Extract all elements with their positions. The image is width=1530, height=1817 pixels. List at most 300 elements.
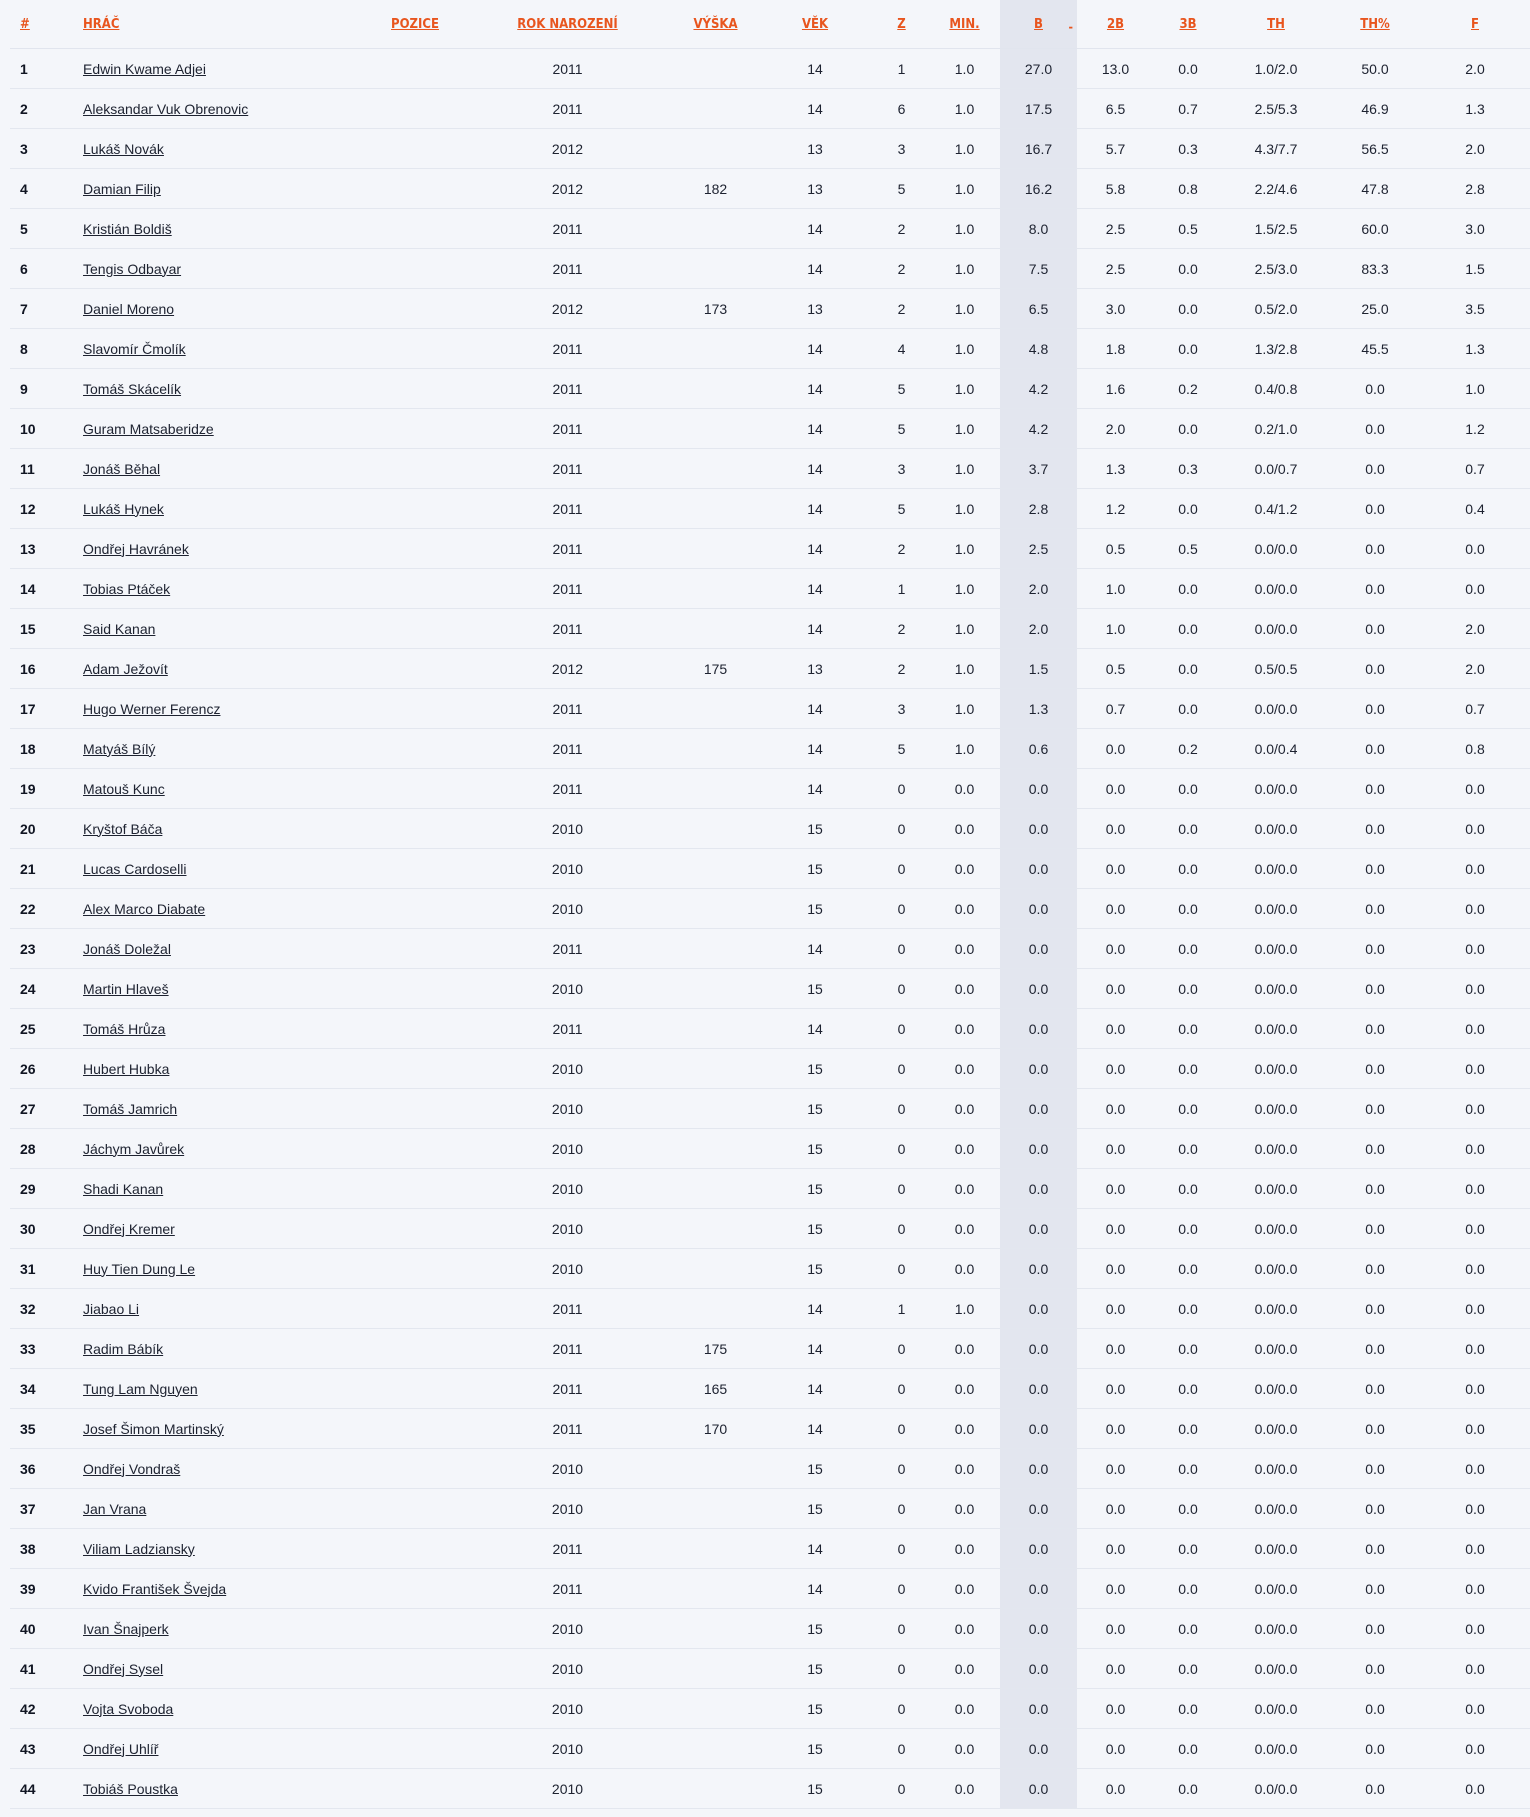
points-cell: 2.0 — [1000, 569, 1077, 609]
two-pointers-cell: 0.0 — [1077, 1649, 1154, 1689]
two-pointers-cell: 0.0 — [1077, 1489, 1154, 1529]
player-name-link[interactable]: Viliam Ladziansky — [83, 1540, 195, 1557]
three-pointers-cell: 0.0 — [1154, 1049, 1222, 1089]
player-name-link[interactable]: Jan Vrana — [83, 1500, 147, 1517]
header-free-throws[interactable]: TH — [1222, 0, 1330, 49]
player-name-cell — [83, 1289, 370, 1329]
header-ft-percentage[interactable]: TH% — [1330, 0, 1420, 49]
position-cell — [370, 1009, 460, 1049]
minutes-cell: 1.0 — [929, 569, 1000, 609]
birth-year-cell: 2010 — [460, 1649, 675, 1689]
header-games[interactable]: Z — [874, 0, 929, 49]
minutes-cell: 1.0 — [929, 49, 1000, 89]
two-pointers-cell: 0.0 — [1077, 809, 1154, 849]
points-cell: 0.0 — [1000, 1129, 1077, 1169]
points-cell: 2.0 — [1000, 609, 1077, 649]
three-pointers-cell: 0.0 — [1154, 929, 1222, 969]
two-pointers-cell: 0.0 — [1077, 1769, 1154, 1809]
points-cell: 0.0 — [1000, 1489, 1077, 1529]
player-name-link[interactable]: Ondřej Kremer — [83, 1220, 175, 1237]
points-cell: 0.0 — [1000, 1649, 1077, 1689]
player-name-link[interactable]: Kristián Boldiš — [83, 220, 172, 237]
three-pointers-cell: 0.2 — [1154, 729, 1222, 769]
minutes-cell: 1.0 — [929, 369, 1000, 409]
games-cell: 4 — [874, 329, 929, 369]
position-cell — [370, 649, 460, 689]
minutes-cell: 1.0 — [929, 329, 1000, 369]
games-cell: 5 — [874, 489, 929, 529]
birth-year-cell: 2010 — [460, 1769, 675, 1809]
ft-percentage-cell: 46.9 — [1330, 89, 1420, 129]
minutes-cell: 0.0 — [929, 1249, 1000, 1289]
age-cell: 15 — [756, 1449, 874, 1489]
ft-percentage-cell: 0.0 — [1330, 849, 1420, 889]
table-row — [10, 609, 1530, 649]
ft-percentage-cell: 0.0 — [1330, 369, 1420, 409]
ft-percentage-cell: 0.0 — [1330, 1609, 1420, 1649]
points-cell: 2.8 — [1000, 489, 1077, 529]
age-cell: 14 — [756, 329, 874, 369]
two-pointers-cell: 1.3 — [1077, 449, 1154, 489]
ft-percentage-cell: 0.0 — [1330, 929, 1420, 969]
points-cell: 4.2 — [1000, 409, 1077, 449]
three-pointers-cell: 0.0 — [1154, 969, 1222, 1009]
free-throws-cell: 0.2/1.0 — [1222, 409, 1330, 449]
player-name-link[interactable]: Hugo Werner Ferencz — [83, 700, 221, 717]
fouls-cell: 0.0 — [1420, 1649, 1530, 1689]
player-name-link[interactable]: Tobias Ptáček — [83, 580, 171, 597]
age-cell: 14 — [756, 209, 874, 249]
player-name-link[interactable]: Hubert Hubka — [83, 1060, 170, 1077]
ft-percentage-cell: 0.0 — [1330, 409, 1420, 449]
row-number: 39 — [10, 1569, 83, 1609]
birth-year-cell: 2011 — [460, 449, 675, 489]
header-height[interactable]: VÝŠKA — [675, 0, 756, 49]
two-pointers-cell: 0.0 — [1077, 969, 1154, 1009]
position-cell — [370, 1689, 460, 1729]
player-name-cell — [83, 1689, 370, 1729]
three-pointers-cell: 0.0 — [1154, 1689, 1222, 1729]
position-cell — [370, 1089, 460, 1129]
header-three-pointers[interactable]: 3B — [1154, 0, 1222, 49]
age-cell: 14 — [756, 689, 874, 729]
player-name-link[interactable]: Vojta Svoboda — [83, 1700, 174, 1717]
points-cell: 16.7 — [1000, 129, 1077, 169]
position-cell — [370, 529, 460, 569]
birth-year-cell: 2010 — [460, 969, 675, 1009]
points-cell: 1.5 — [1000, 649, 1077, 689]
ft-percentage-cell: 56.5 — [1330, 129, 1420, 169]
age-cell: 14 — [756, 249, 874, 289]
games-cell: 0 — [874, 1409, 929, 1449]
height-cell — [675, 1609, 756, 1649]
age-cell: 13 — [756, 129, 874, 169]
fouls-cell: 0.0 — [1420, 1249, 1530, 1289]
points-cell: 0.0 — [1000, 1689, 1077, 1729]
minutes-cell: 0.0 — [929, 1369, 1000, 1409]
height-cell — [675, 1009, 756, 1049]
ft-percentage-cell: 0.0 — [1330, 729, 1420, 769]
three-pointers-cell: 0.0 — [1154, 849, 1222, 889]
free-throws-cell: 0.4/0.8 — [1222, 369, 1330, 409]
birth-year-cell: 2011 — [460, 1569, 675, 1609]
player-name-link[interactable]: Alex Marco Diabate — [83, 900, 206, 917]
age-cell: 15 — [756, 1209, 874, 1249]
position-cell — [370, 569, 460, 609]
header-fouls[interactable]: F — [1420, 0, 1530, 49]
free-throws-cell: 0.0/0.0 — [1222, 689, 1330, 729]
player-name-cell — [83, 1369, 370, 1409]
two-pointers-cell: 0.0 — [1077, 1209, 1154, 1249]
birth-year-cell: 2011 — [460, 89, 675, 129]
ft-percentage-cell: 0.0 — [1330, 1169, 1420, 1209]
row-number: 7 — [10, 289, 83, 329]
games-cell: 2 — [874, 609, 929, 649]
ft-percentage-cell: 0.0 — [1330, 1089, 1420, 1129]
player-name-link[interactable]: Matyáš Bílý — [83, 740, 156, 757]
player-name-link[interactable]: Ondřej Vondraš — [83, 1460, 181, 1477]
fouls-cell: 1.5 — [1420, 249, 1530, 289]
player-name-link[interactable]: Tomáš Jamrich — [83, 1100, 178, 1117]
three-pointers-cell: 0.5 — [1154, 529, 1222, 569]
free-throws-cell: 0.0/0.0 — [1222, 809, 1330, 849]
player-name-cell — [83, 489, 370, 529]
age-cell: 14 — [756, 1569, 874, 1609]
header-minutes[interactable]: MIN. — [929, 0, 1000, 49]
height-cell — [675, 1529, 756, 1569]
row-number: 6 — [10, 249, 83, 289]
fouls-cell: 0.0 — [1420, 1609, 1530, 1649]
games-cell: 1 — [874, 1289, 929, 1329]
two-pointers-cell: 0.0 — [1077, 1169, 1154, 1209]
age-cell: 15 — [756, 1089, 874, 1129]
fouls-cell: 0.7 — [1420, 449, 1530, 489]
table-row — [10, 889, 1530, 929]
player-name-link[interactable]: Shadi Kanan — [83, 1180, 164, 1197]
ft-percentage-cell: 60.0 — [1330, 209, 1420, 249]
birth-year-cell: 2010 — [460, 1209, 675, 1249]
height-cell — [675, 1209, 756, 1249]
minutes-cell: 0.0 — [929, 1689, 1000, 1729]
table-row — [10, 1289, 1530, 1329]
games-cell: 0 — [874, 1449, 929, 1489]
header-row — [10, 0, 1530, 49]
minutes-cell: 1.0 — [929, 249, 1000, 289]
birth-year-cell: 2011 — [460, 1289, 675, 1329]
player-name-link[interactable]: Kvido František Švejda — [83, 1580, 227, 1597]
player-name-link[interactable]: Guram Matsaberidze — [83, 420, 214, 437]
three-pointers-cell: 0.0 — [1154, 1409, 1222, 1449]
player-name-link[interactable]: Ondřej Havránek — [83, 540, 189, 557]
ft-percentage-cell: 45.5 — [1330, 329, 1420, 369]
games-cell: 0 — [874, 1609, 929, 1649]
height-cell — [675, 449, 756, 489]
free-throws-cell: 1.0/2.0 — [1222, 49, 1330, 89]
free-throws-cell: 0.0/0.0 — [1222, 1329, 1330, 1369]
birth-year-cell: 2011 — [460, 1529, 675, 1569]
player-name-cell — [83, 209, 370, 249]
points-cell: 0.0 — [1000, 1369, 1077, 1409]
row-number: 22 — [10, 889, 83, 929]
age-cell: 14 — [756, 929, 874, 969]
height-cell: 175 — [675, 1329, 756, 1369]
fouls-cell: 0.0 — [1420, 849, 1530, 889]
three-pointers-cell: 0.0 — [1154, 1329, 1222, 1369]
row-number: 3 — [10, 129, 83, 169]
row-number: 11 — [10, 449, 83, 489]
player-name-link[interactable]: Tomáš Skácelík — [83, 380, 182, 397]
birth-year-cell: 2011 — [460, 609, 675, 649]
points-cell: 0.0 — [1000, 769, 1077, 809]
table-row — [10, 569, 1530, 609]
ft-percentage-cell: 0.0 — [1330, 689, 1420, 729]
ft-percentage-cell: 0.0 — [1330, 1769, 1420, 1809]
table-header — [10, 0, 1530, 49]
two-pointers-cell: 2.5 — [1077, 249, 1154, 289]
two-pointers-cell: 5.8 — [1077, 169, 1154, 209]
ft-percentage-cell: 0.0 — [1330, 1649, 1420, 1689]
age-cell: 15 — [756, 1609, 874, 1649]
table-row — [10, 169, 1530, 209]
age-cell: 14 — [756, 769, 874, 809]
ft-percentage-cell: 0.0 — [1330, 569, 1420, 609]
games-cell: 2 — [874, 649, 929, 689]
header-position[interactable]: POZICE — [370, 0, 460, 49]
games-cell: 5 — [874, 409, 929, 449]
player-name-link[interactable]: Tung Lam Nguyen — [83, 1380, 198, 1397]
player-name-cell — [83, 929, 370, 969]
height-cell — [675, 1689, 756, 1729]
header-birth-year[interactable]: ROK NAROZENÍ — [460, 0, 675, 49]
games-cell: 0 — [874, 849, 929, 889]
header-age[interactable]: VĚK — [756, 0, 874, 49]
points-cell: 0.0 — [1000, 1089, 1077, 1129]
games-cell: 0 — [874, 1049, 929, 1089]
ft-percentage-cell: 0.0 — [1330, 1289, 1420, 1329]
position-cell — [370, 1409, 460, 1449]
player-name-link[interactable]: Lucas Cardoselli — [83, 860, 187, 877]
points-cell: 3.7 — [1000, 449, 1077, 489]
birth-year-cell: 2010 — [460, 849, 675, 889]
points-cell: 0.0 — [1000, 889, 1077, 929]
free-throws-cell: 0.4/1.2 — [1222, 489, 1330, 529]
fouls-cell: 0.0 — [1420, 1489, 1530, 1529]
games-cell: 0 — [874, 1089, 929, 1129]
points-cell: 0.0 — [1000, 1169, 1077, 1209]
table-row — [10, 809, 1530, 849]
height-cell: 182 — [675, 169, 756, 209]
free-throws-cell: 0.0/0.0 — [1222, 1209, 1330, 1249]
fouls-cell: 1.3 — [1420, 329, 1530, 369]
position-cell — [370, 1129, 460, 1169]
points-cell: 7.5 — [1000, 249, 1077, 289]
ft-percentage-cell: 0.0 — [1330, 1409, 1420, 1449]
header-player[interactable]: HRÁČ — [83, 0, 370, 49]
free-throws-cell: 0.0/0.0 — [1222, 1369, 1330, 1409]
games-cell: 0 — [874, 929, 929, 969]
position-cell — [370, 809, 460, 849]
player-name-cell — [83, 729, 370, 769]
player-name-link[interactable]: Daniel Moreno — [83, 300, 175, 317]
free-throws-cell: 0.5/0.5 — [1222, 649, 1330, 689]
fouls-cell: 0.0 — [1420, 1409, 1530, 1449]
player-name-link[interactable]: Slavomír Čmolík — [83, 340, 186, 357]
games-cell: 0 — [874, 809, 929, 849]
position-cell — [370, 289, 460, 329]
height-cell — [675, 489, 756, 529]
table-row — [10, 729, 1530, 769]
header-points[interactable] — [1000, 0, 1077, 49]
player-name-link[interactable]: Radim Bábík — [83, 1340, 164, 1357]
player-name-link[interactable]: Josef Šimon Martinský — [83, 1420, 224, 1437]
position-cell — [370, 1249, 460, 1289]
games-cell: 5 — [874, 169, 929, 209]
position-cell — [370, 609, 460, 649]
minutes-cell: 1.0 — [929, 489, 1000, 529]
header-num[interactable]: # — [10, 0, 83, 49]
player-name-link[interactable]: Jonáš Doležal — [83, 940, 171, 957]
player-name-cell — [83, 889, 370, 929]
three-pointers-cell: 0.0 — [1154, 1369, 1222, 1409]
ft-percentage-cell: 0.0 — [1330, 809, 1420, 849]
player-name-link[interactable]: Lukáš Hynek — [83, 500, 164, 517]
age-cell: 14 — [756, 529, 874, 569]
height-cell — [675, 49, 756, 89]
two-pointers-cell: 0.0 — [1077, 1729, 1154, 1769]
age-cell: 15 — [756, 969, 874, 1009]
three-pointers-cell: 0.0 — [1154, 769, 1222, 809]
free-throws-cell: 0.0/0.0 — [1222, 1649, 1330, 1689]
free-throws-cell: 0.0/0.0 — [1222, 929, 1330, 969]
table-row — [10, 289, 1530, 329]
row-number: 32 — [10, 1289, 83, 1329]
two-pointers-cell: 0.0 — [1077, 1009, 1154, 1049]
games-cell: 6 — [874, 89, 929, 129]
player-name-link[interactable]: Jiabao Li — [83, 1300, 140, 1317]
position-cell — [370, 1529, 460, 1569]
row-number: 36 — [10, 1449, 83, 1489]
position-cell — [370, 1609, 460, 1649]
table-row — [10, 1609, 1530, 1649]
player-name-link[interactable]: Ivan Šnajperk — [83, 1620, 169, 1637]
position-cell — [370, 849, 460, 889]
player-name-link[interactable]: Lukáš Novák — [83, 140, 164, 157]
two-pointers-cell: 2.5 — [1077, 209, 1154, 249]
player-name-cell — [83, 1489, 370, 1529]
minutes-cell: 0.0 — [929, 1209, 1000, 1249]
player-name-cell — [83, 1129, 370, 1169]
two-pointers-cell: 0.0 — [1077, 1609, 1154, 1649]
player-name-link[interactable]: Jáchym Javůrek — [83, 1140, 185, 1157]
row-number: 40 — [10, 1609, 83, 1649]
player-name-cell — [83, 369, 370, 409]
player-name-cell — [83, 529, 370, 569]
table-row — [10, 1089, 1530, 1129]
birth-year-cell: 2010 — [460, 1449, 675, 1489]
fouls-cell: 1.2 — [1420, 409, 1530, 449]
fouls-cell: 2.0 — [1420, 129, 1530, 169]
player-name-link[interactable]: Ondřej Sysel — [83, 1660, 164, 1677]
birth-year-cell: 2011 — [460, 929, 675, 969]
position-cell — [370, 929, 460, 969]
games-cell: 0 — [874, 1729, 929, 1769]
points-cell: 27.0 — [1000, 49, 1077, 89]
minutes-cell: 1.0 — [929, 609, 1000, 649]
table-row — [10, 329, 1530, 369]
player-name-link[interactable]: Martin Hlaveš — [83, 980, 169, 997]
birth-year-cell: 2012 — [460, 169, 675, 209]
player-name-link[interactable]: Tomáš Hrůza — [83, 1020, 166, 1037]
row-number: 15 — [10, 609, 83, 649]
position-cell — [370, 1649, 460, 1689]
age-cell: 15 — [756, 889, 874, 929]
player-name-link[interactable]: Adam Ježovít — [83, 660, 168, 677]
two-pointers-cell: 1.0 — [1077, 569, 1154, 609]
ft-percentage-cell: 0.0 — [1330, 1049, 1420, 1089]
points-cell: 0.0 — [1000, 1529, 1077, 1569]
position-cell — [370, 129, 460, 169]
row-number: 13 — [10, 529, 83, 569]
player-name-link[interactable]: Jonáš Běhal — [83, 460, 161, 477]
games-cell: 0 — [874, 1489, 929, 1529]
position-cell — [370, 1729, 460, 1769]
position-cell — [370, 689, 460, 729]
minutes-cell: 0.0 — [929, 1769, 1000, 1809]
height-cell — [675, 409, 756, 449]
player-name-link[interactable]: Aleksandar Vuk Obrenovic — [83, 100, 249, 117]
player-name-link[interactable]: Tengis Odbayar — [83, 260, 182, 277]
row-number: 9 — [10, 369, 83, 409]
player-name-cell — [83, 249, 370, 289]
age-cell: 14 — [756, 1409, 874, 1449]
row-number: 21 — [10, 849, 83, 889]
two-pointers-cell: 1.0 — [1077, 609, 1154, 649]
points-cell: 0.0 — [1000, 809, 1077, 849]
ft-percentage-cell: 0.0 — [1330, 1329, 1420, 1369]
birth-year-cell: 2011 — [460, 409, 675, 449]
free-throws-cell: 0.0/0.0 — [1222, 1289, 1330, 1329]
fouls-cell: 2.0 — [1420, 649, 1530, 689]
header-two-pointers[interactable]: 2B — [1077, 0, 1154, 49]
player-name-link[interactable]: Damian Filip — [83, 180, 161, 197]
player-stats-container — [10, 0, 1485, 1809]
player-name-link[interactable]: Matouš Kunc — [83, 780, 165, 797]
row-number: 19 — [10, 769, 83, 809]
free-throws-cell: 0.0/0.0 — [1222, 1449, 1330, 1489]
ft-percentage-cell: 47.8 — [1330, 169, 1420, 209]
minutes-cell: 0.0 — [929, 1089, 1000, 1129]
birth-year-cell: 2011 — [460, 1009, 675, 1049]
player-name-cell — [83, 409, 370, 449]
ft-percentage-cell: 0.0 — [1330, 489, 1420, 529]
games-cell: 0 — [874, 1769, 929, 1809]
row-number: 29 — [10, 1169, 83, 1209]
player-name-link[interactable]: Kryštof Báča — [83, 820, 163, 837]
player-name-link[interactable]: Tobiáš Poustka — [83, 1780, 178, 1797]
ft-percentage-cell: 0.0 — [1330, 1009, 1420, 1049]
player-name-link[interactable]: Edwin Kwame Adjei — [83, 60, 206, 77]
birth-year-cell: 2010 — [460, 1169, 675, 1209]
three-pointers-cell: 0.0 — [1154, 1609, 1222, 1649]
player-name-link[interactable]: Huy Tien Dung Le — [83, 1260, 196, 1277]
player-name-link[interactable]: Ondřej Uhlíř — [83, 1740, 159, 1757]
birth-year-cell: 2011 — [460, 209, 675, 249]
three-pointers-cell: 0.0 — [1154, 1169, 1222, 1209]
player-name-link[interactable]: Said Kanan — [83, 620, 156, 637]
free-throws-cell: 0.0/0.0 — [1222, 849, 1330, 889]
free-throws-cell: 0.0/0.7 — [1222, 449, 1330, 489]
row-number: 33 — [10, 1329, 83, 1369]
